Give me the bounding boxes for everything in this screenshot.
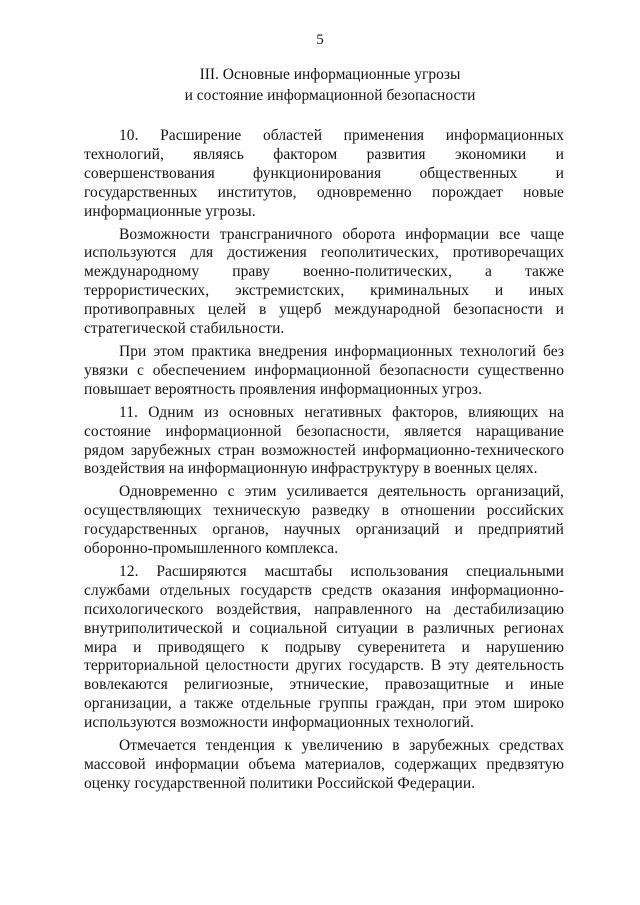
- section-heading-line-1: III. Основные информационные угрозы: [199, 66, 461, 83]
- paragraph-11: 11. Одним из основных негативных факторов, влияющих на состояние информационной безопасности, является наращивание рядом зарубежных стран возможностей информационно-технического воздействия на информационную инфраструктуру в военных целях.: [84, 403, 564, 478]
- paragraph-cross-border-information: Возможности трансграничного оборота информации все чаще используются для достижения геополитических, противоречащих международному праву военно-политических, а также террористических, экстремистских, криминальных и иных противоправных целей в ущерб международной безопасности и стратегической стабильности.: [84, 225, 564, 338]
- paragraph-10: 10. Расширение областей применения информационных технологий, являясь фактором развития экономики и совершенствования функционирования общественных и государственных институтов, одновременно порождает новые информационные угрозы.: [84, 127, 564, 220]
- paragraph-foreign-media: Отмечается тенденция к увеличению в зарубежных средствах массовой информации объема материалов, содержащих предвзятую оценку государственной политики Российской Федерации.: [84, 737, 564, 792]
- document-body: [84, 127, 564, 798]
- page-number: 5: [316, 32, 324, 48]
- section-heading: [100, 64, 560, 106]
- section-heading-line-2: и состояние информационной безопасности: [184, 87, 476, 104]
- paragraph-technical-reconnaissance: Одновременно с этим усиливается деятельность организаций, осуществляющих техническую разведку в отношении российских государственных органов, научных организаций и предприятий оборонно-промышленного комплекса.: [84, 483, 564, 558]
- paragraph-12: 12. Расширяются масштабы использования специальными службами отдельных государств средств оказания информационно-психологического воздействия, направленного на дестабилизацию внутриполитической и социальной ситуации в различных регионах мира и приводящего к подрыву суверенитета и нарушению территориальной целостности других государств. В эту деятельность вовлекаются религиозные, этнические, правозащитные и иные организации, а также отдельные группы граждан, при этом широко используются возможности информационных технологий.: [84, 562, 564, 732]
- paragraph-practice: При этом практика внедрения информационных технологий без увязки с обеспечением информационной безопасности существенно повышает вероятность проявления информационных угроз.: [84, 342, 564, 398]
